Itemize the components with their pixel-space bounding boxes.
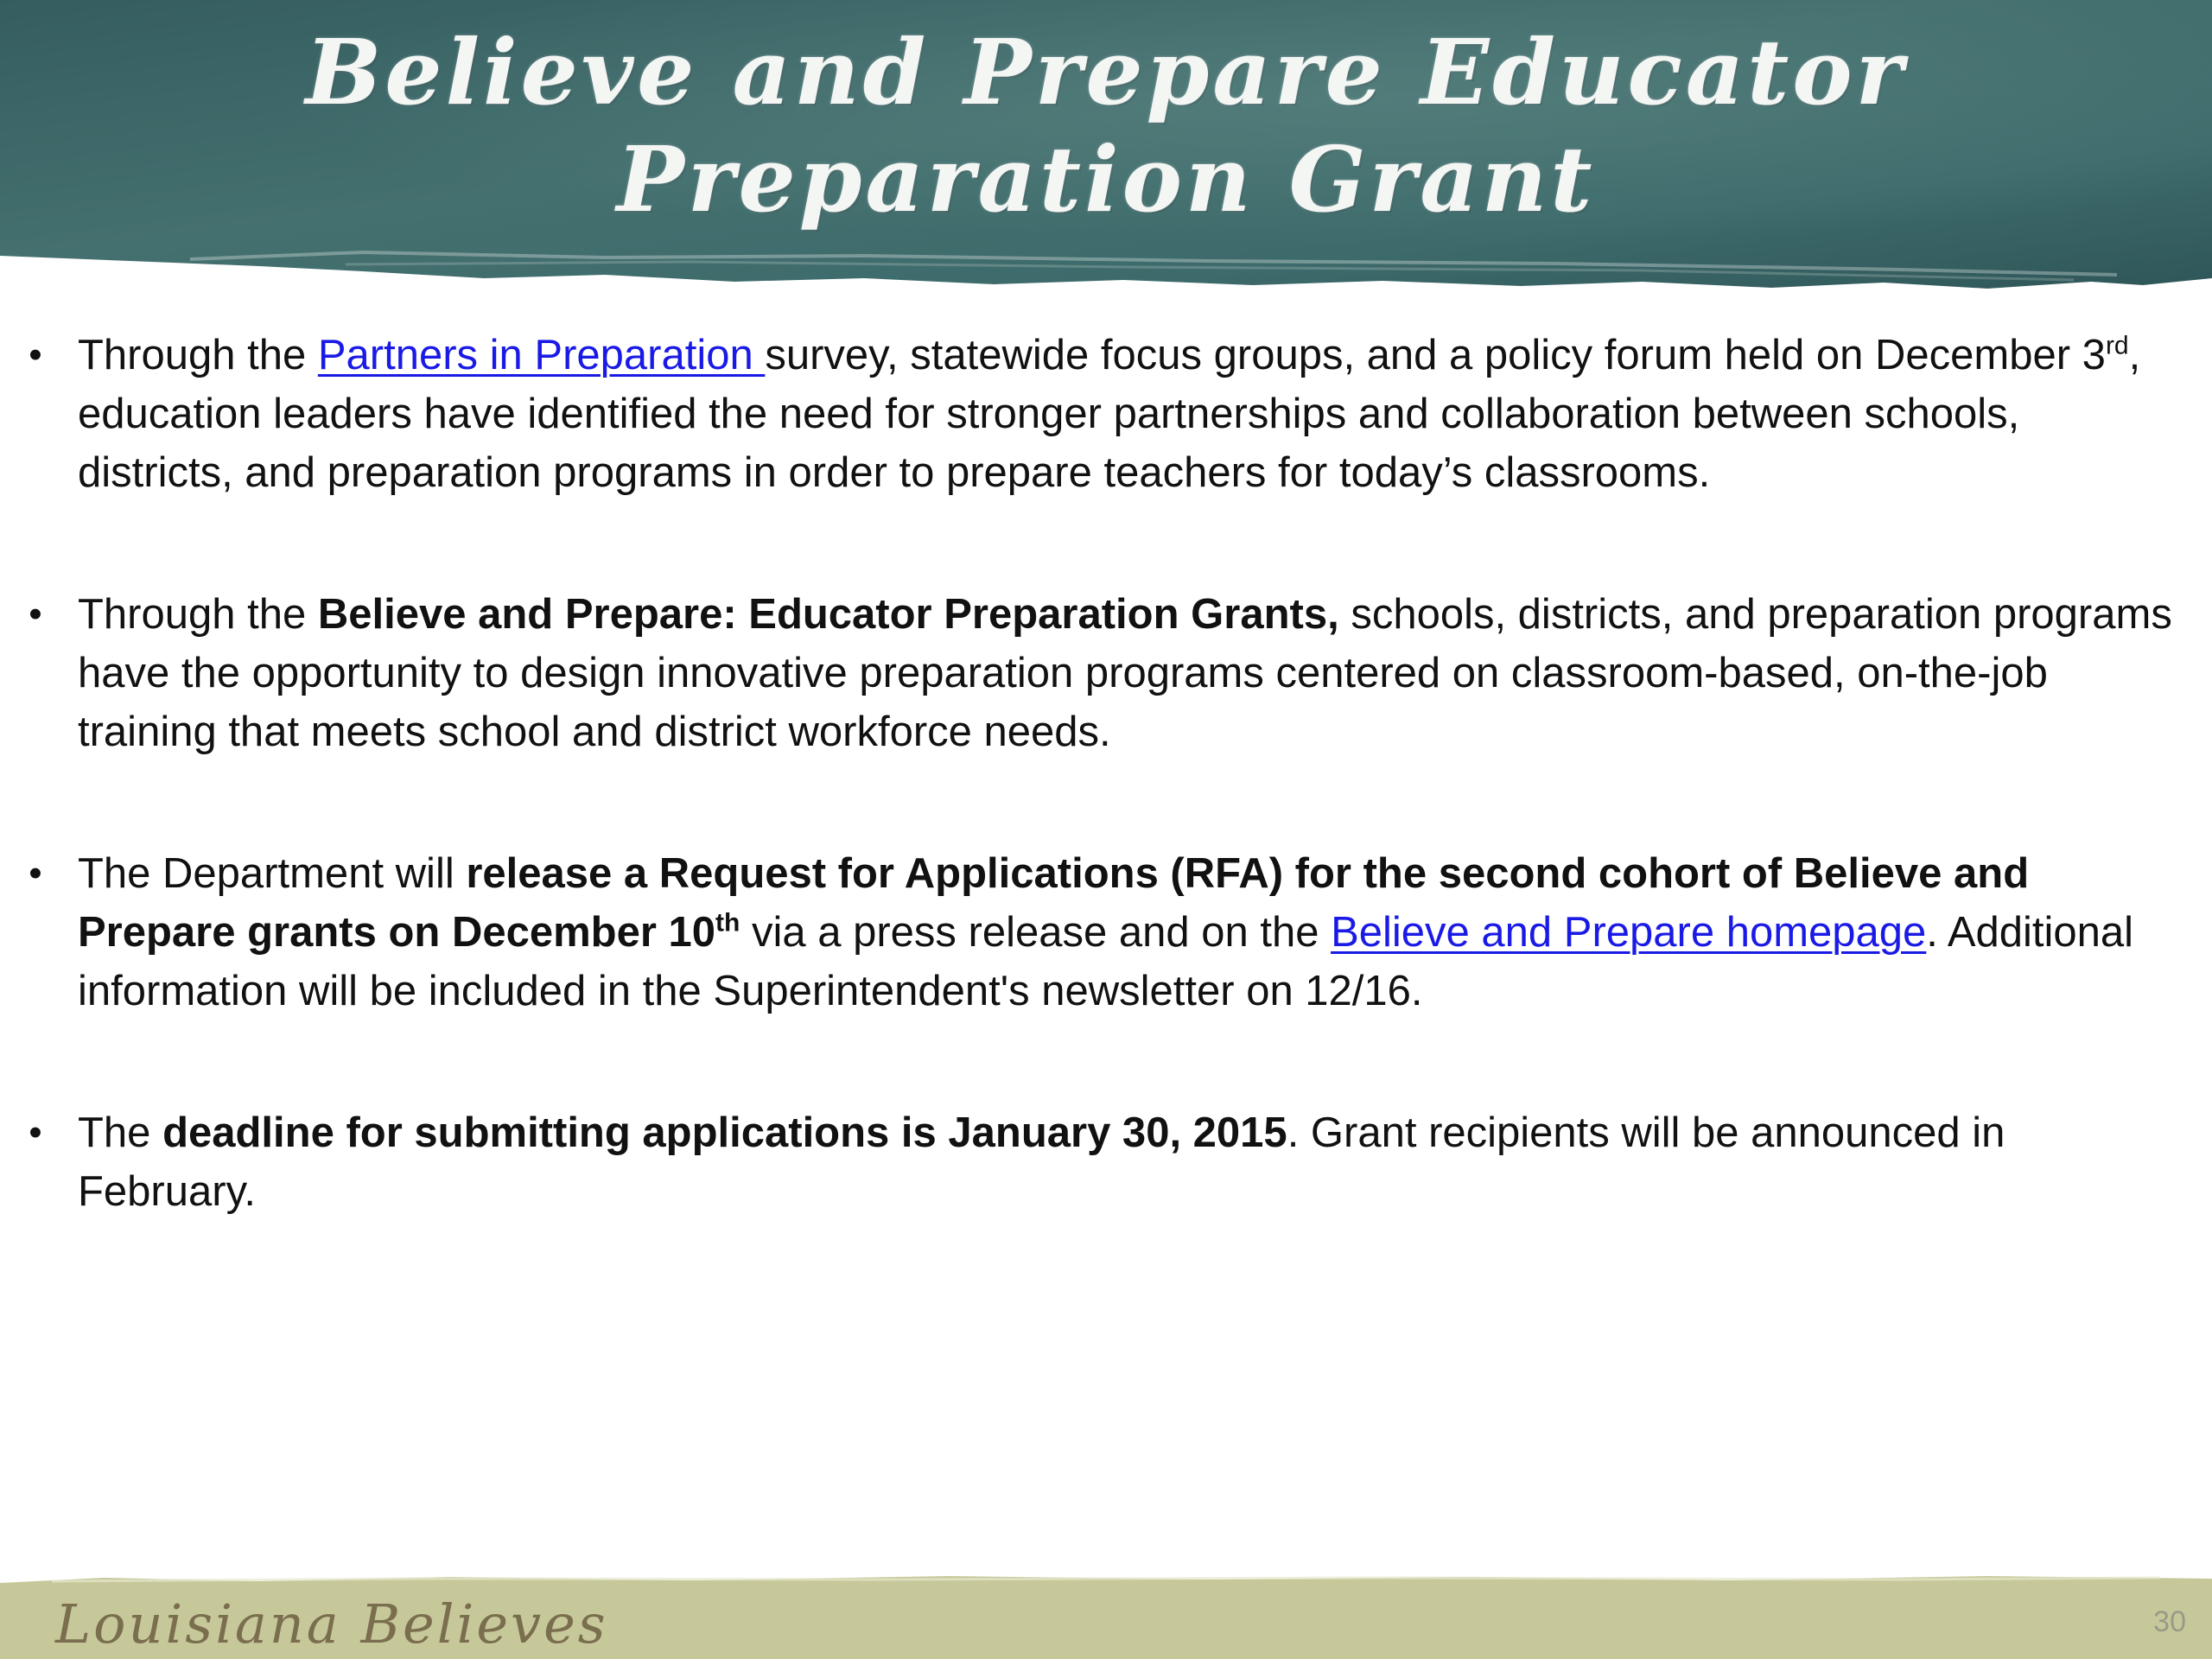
believe-and-prepare-homepage-link[interactable]: Believe and Prepare homepage xyxy=(1331,909,1927,956)
ordinal-suffix: rd xyxy=(2105,331,2129,360)
bullet-text: The Department will xyxy=(78,850,467,897)
bullet-text: The xyxy=(78,1109,163,1156)
bullet-text: Through the xyxy=(78,591,318,638)
title-banner xyxy=(0,0,2212,298)
bullet-text: Through the xyxy=(78,332,318,378)
bullet-marker: • xyxy=(29,334,42,376)
slide-title: Believe and Prepare Educator Preparation Grant xyxy=(305,19,1907,232)
bullet-text: via a press release and on the xyxy=(740,909,1332,956)
bullet-bold-text: deadline for submitting applications is January 30, 2015 xyxy=(162,1109,1287,1156)
footer-brand: Louisiana Believes xyxy=(55,1592,608,1656)
bullet-marker: • xyxy=(29,593,42,635)
bullet-text: , education leaders have identified the need for stronger partnerships and collaboration between schools, districts, and preparation programs in order to prepare teachers for today’s classrooms. xyxy=(78,332,2141,496)
footer-band xyxy=(0,1574,2212,1659)
bullet-item-rfa xyxy=(29,844,2186,1020)
partners-in-preparation-link[interactable]: Partners in Preparation xyxy=(317,332,766,378)
bullet-marker: • xyxy=(29,1111,42,1154)
bullet-bold-text: Believe and Prepare: Educator Preparation Grants, xyxy=(317,591,1339,638)
bullet-item-deadline xyxy=(29,1103,2186,1221)
bullet-item-partners xyxy=(29,326,2186,502)
bullet-item-grants xyxy=(29,585,2186,761)
bullet-marker: • xyxy=(29,852,42,894)
bullet-text: survey, statewide focus groups, and a policy forum held on December 3 xyxy=(765,332,2106,378)
bullet-text: . Additional information will be included in the Superintendent's newsletter on 12/16. xyxy=(78,909,2134,1014)
page-number: 30 xyxy=(2153,1605,2186,1638)
bullet-bold-text: release a Request for Applications (RFA) for the second cohort of Believe and Prepare grants on December 10 xyxy=(78,850,2030,956)
bullet-list-area xyxy=(0,321,2212,1557)
bullet-text: schools, districts, and preparation programs have the opportunity to design innovative preparation programs centered on classroom-based, on-the-job training that meets school and district workforce needs. xyxy=(78,591,2172,755)
bullet-text: . Grant recipients will be announced in February. xyxy=(78,1109,2005,1215)
ordinal-suffix: th xyxy=(715,908,741,938)
